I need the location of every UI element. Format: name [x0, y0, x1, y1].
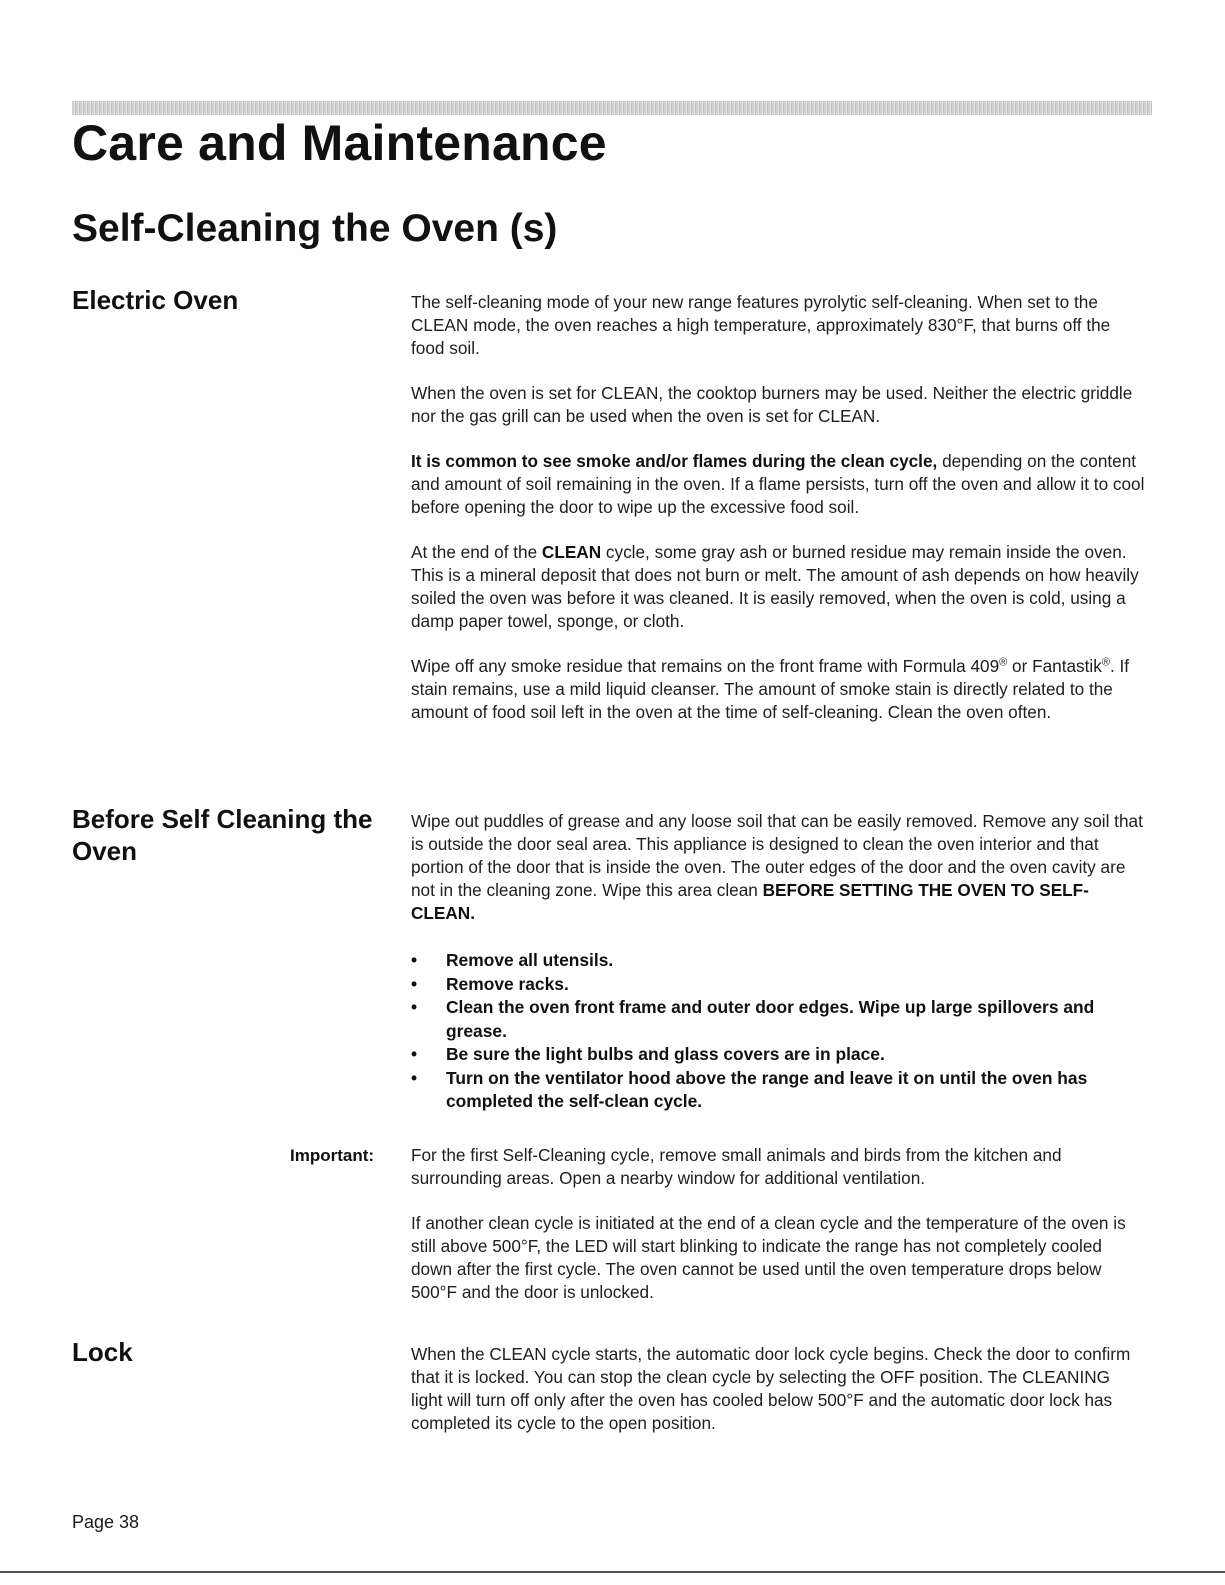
bullet-icon: • — [411, 950, 418, 970]
list-item-text: Clean the oven front frame and outer door edges. Wipe up large spillovers and grease. — [446, 997, 1095, 1041]
important-label: Important: — [290, 1146, 375, 1165]
list-item — [411, 949, 1146, 973]
important-paragraph-1: For the first Self-Cleaning cycle, remove small animals and birds from the kitchen and surrounding areas. Open a nearby window for additional ventilation. — [411, 1145, 1062, 1188]
header-rule — [72, 101, 1152, 115]
list-item-text: Remove all utensils. — [446, 950, 614, 970]
before-self-cleaning-heading: Before Self Cleaning the Oven — [72, 804, 373, 866]
before-self-cleaning-body — [411, 810, 1146, 1114]
paragraph-5-part-c: . If stain remains, use a mild liquid cleanser. The amount of smoke stain is directly related to the amount of food soil left in the oven at the time of self-cleaning. Clean the oven often. — [411, 656, 1130, 722]
list-item — [411, 1043, 1146, 1067]
electric-oven-heading: Electric Oven — [72, 285, 239, 315]
section-title: Self-Cleaning the Oven (s) — [72, 207, 558, 250]
electric-oven-paragraph-4 — [411, 541, 1146, 633]
before-paragraph — [411, 810, 1146, 925]
smoke-warning-text: It is common to see smoke and/or flames during the clean cycle, — [411, 451, 938, 471]
list-item-text: Remove racks. — [446, 973, 569, 994]
bullet-icon: • — [411, 1044, 418, 1064]
lock-paragraph: When the CLEAN cycle starts, the automatic door lock cycle begins. Check the door to confirm that it is locked. You can stop the clean cycle by selecting the OFF position. The CLEANING light will turn off only after the oven has cooled below 500°F and the automatic door lock has completed its cycle to the open position. — [411, 1344, 1131, 1433]
paragraph-4-lead: At the end of the — [411, 542, 542, 562]
preparation-list — [411, 949, 1146, 1114]
smoke-warning-detail: depending on the content and amount of soil remaining in the oven. If a flame persists, turn off the oven and allow it to cool before opening the door to wipe up the excessive food soil. — [411, 451, 1145, 517]
lock-heading: Lock — [72, 1337, 133, 1367]
list-item-text: Turn on the ventilator hood above the range and leave it on until the oven has completed the self-clean cycle. — [446, 1067, 1088, 1111]
electric-oven-paragraph-1: The self-cleaning mode of your new range features pyrolytic self-cleaning. When set to the CLEAN mode, the oven reaches a high temperature, approximately 830°F, that burns off the food soil. — [411, 292, 1111, 358]
bullet-icon: • — [411, 1067, 418, 1088]
paragraph-5-part-b: or Fantastik — [1007, 656, 1102, 676]
electric-oven-paragraph-2: When the oven is set for CLEAN, the cooktop burners may be used. Neither the electric griddle nor the gas grill can be used when the oven is set for CLEAN. — [411, 383, 1133, 426]
before-paragraph-text: Wipe out puddles of grease and any loose soil that can be easily removed. Remove any soil that is outside the door seal area. This appliance is designed to clean the oven interior and that portion of the door that is inside the oven. The outer edges of the door and the oven cavity are not in the cleaning zone. Wipe this area clean — [411, 811, 1143, 900]
bullet-icon: • — [411, 997, 418, 1017]
chapter-title: Care and Maintenance — [72, 115, 607, 171]
registered-mark: ® — [1101, 656, 1110, 669]
bullet-icon: • — [411, 973, 418, 994]
important-body — [411, 1144, 1146, 1304]
page-number: Page 38 — [72, 1512, 140, 1532]
footer-rule — [0, 1571, 1225, 1573]
paragraph-4-rest: cycle, some gray ash or burned residue may remain inside the oven. This is a mineral deposit that does not burn or melt. The amount of ash depends on how heavily soiled the oven was before it was cleaned. It is easily removed, when the oven is cold, using a damp paper towel, sponge, or cloth. — [411, 542, 1139, 631]
lock-body — [411, 1343, 1146, 1435]
list-item — [411, 1067, 1146, 1114]
list-item — [411, 973, 1146, 997]
list-item-text: Be sure the light bulbs and glass covers are in place. — [446, 1044, 885, 1064]
before-paragraph-emphasis: BEFORE SETTING THE OVEN TO SELF-CLEAN. — [411, 880, 1089, 923]
electric-oven-paragraph-3 — [411, 450, 1146, 519]
clean-keyword: CLEAN — [541, 542, 602, 562]
registered-mark: ® — [999, 656, 1008, 669]
list-item — [411, 996, 1146, 1043]
electric-oven-paragraph-5 — [411, 655, 1146, 724]
important-paragraph-2: If another clean cycle is initiated at the end of a clean cycle and the temperature of the oven is still above 500°F, the LED will start blinking to indicate the range has not completely cooled down after the first cycle. The oven cannot be used until the oven temperature drops below 500°F and the door is unlocked. — [411, 1213, 1126, 1302]
electric-oven-body — [411, 291, 1146, 724]
paragraph-5-part-a: Wipe off any smoke residue that remains on the front frame with Formula 409 — [411, 656, 1000, 676]
